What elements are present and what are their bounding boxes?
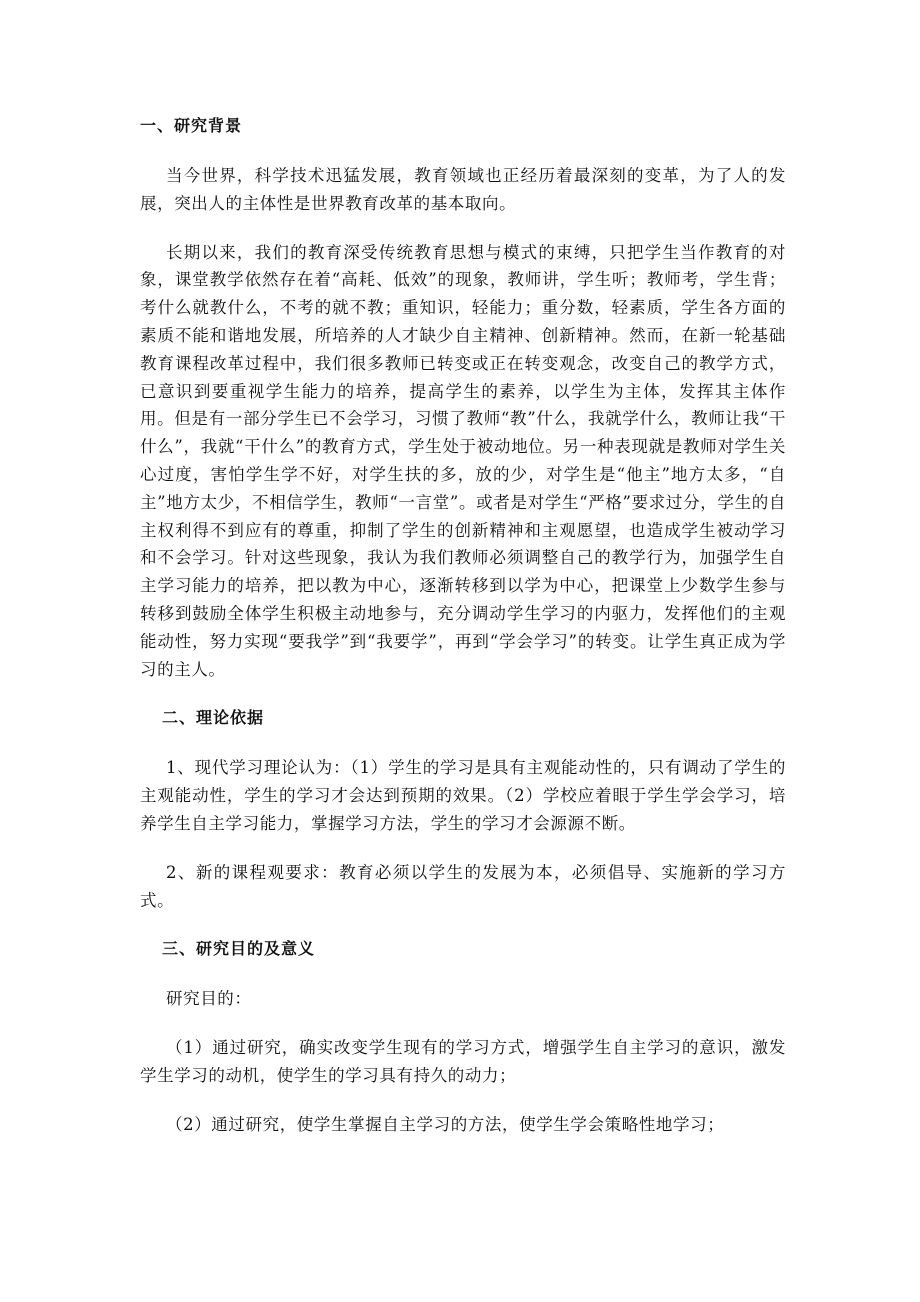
paragraph: （1）通过研究，确实改变学生现有的学习方式，增强学生自主学习的意识，激发学生学习的动机，使学生的学习具有持久的动力； (140, 1038, 786, 1085)
paragraph: （2）通过研究，使学生掌握自主学习的方法，使学生学会策略性地学习； (166, 1114, 725, 1134)
paragraph: 2、新的课程观要求：教育必须以学生的发展为本，必须倡导、实施新的学习方式。 (140, 862, 786, 910)
paragraph: 当今世界，科学技术迅猛发展，教育领域也正经历着最深刻的变革，为了人的发展，突出人的主体性是世界教育改革的基本取向。 (140, 166, 786, 213)
section-heading-background: 一、研究背景 (140, 116, 243, 135)
paragraph: 研究目的： (166, 989, 252, 1009)
paragraph: 长期以来，我们的教育深受传统教育思想与模式的束缚，只把学生当作教育的对象，课堂教学依然存在着“高耗、低效”的现象，教师讲，学生听；教师考，学生背；考什么就教什么，不考的就不教；重知识，轻能力；重分数，轻素质，学生各方面的素质不能和谐地发展，所培养的人才缺少自主精神、创新精神。然而，在新一轮基础教育课程改革过程中，我们很多教师已转变或正在转变观念，改变自己的教学方式，已意识到要重视学生能力的培养，提高学生的素养，以学生为主体，发挥其主体作用。但是有一部分学生已不会学习，习惯了教师“教”什么，我就学什么，教师让我“干什么”，我就“干什么”的教育方式，学生处于被动地位。另一种表现就是教师对学生关心过度，害怕学生学不好，对学生扶的多，放的少，对学生是“他主”地方太多，“自主”地方太少，不相信学生，教师“一言堂”。或者是对学生“严格”要求过分，学生的自主权利得不到应有的尊重，抑制了学生的创新精神和主观愿望，也造成学生被动学习和不会学习。针对这些现象，我认为我们教师必须调整自己的教学行为，加强学生自主学习能力的培养，把以教为中心，逐渐转移到以学为中心，把课堂上少数学生参与转移到鼓励全体学生积极主动地参与，充分调动学生学习的内驱力，发挥他们的主观能动性，努力实现“要我学”到“我要学”，再到“学会学习”的转变。让学生真正成为学习的主人。 (140, 242, 786, 679)
section-heading-purpose: 三、研究目的及意义 (162, 939, 316, 959)
paragraph: 1、现代学习理论认为：（1）学生的学习是具有主观能动性的，只有调动了学生的主观能动性，学生的学习才会达到预期的效果。（2）学校应着眼于学生学会学习，培养学生自主学习能力，掌握学习方法，学生的学习才会源源不断。 (140, 758, 786, 833)
section-heading-theory: 二、理论依据 (162, 708, 265, 728)
document-body (140, 112, 786, 1139)
